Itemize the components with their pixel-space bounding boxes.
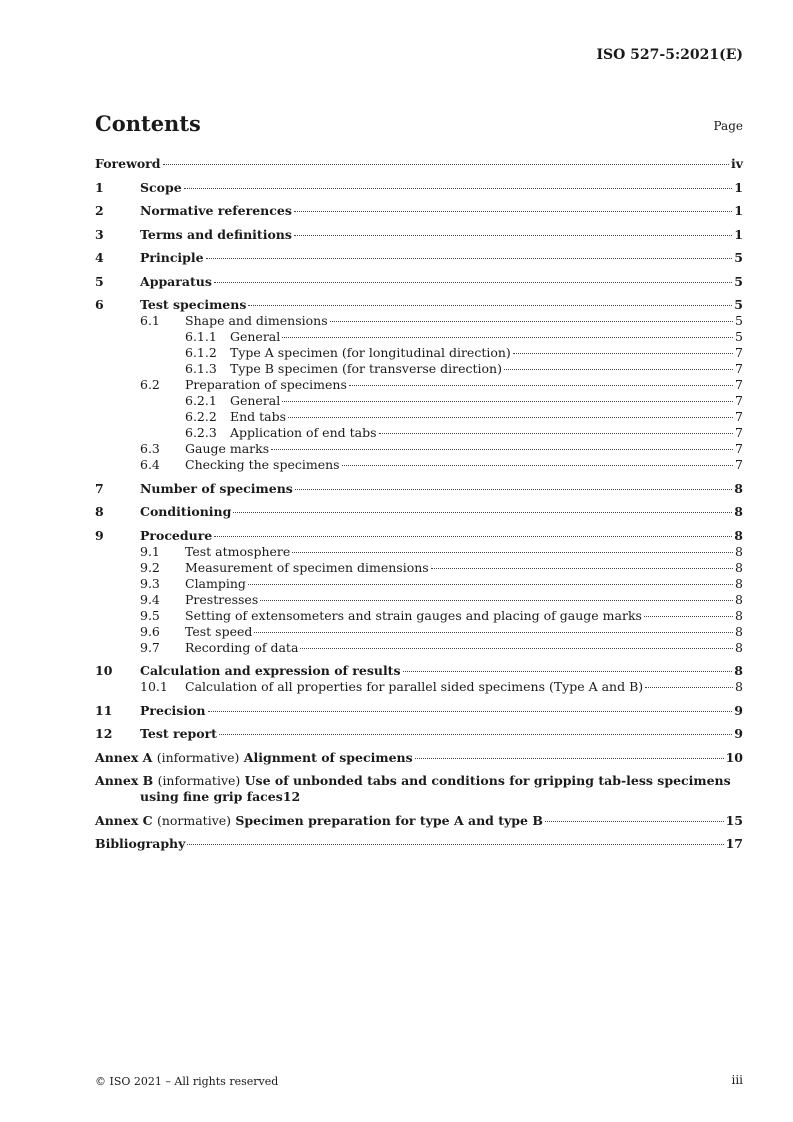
dot-leader [415,758,724,759]
toc-entry-title: End tabs [230,409,287,424]
toc-entry-title: Normative references [140,203,292,218]
annex-title-line [95,773,743,789]
dot-leader [248,584,733,585]
toc-entry-number: 9 [95,527,104,543]
dot-leader [254,632,733,633]
toc-entry-page: 10 [725,749,743,765]
toc-entry-page: 8 [735,623,743,639]
toc-entry-number: 9.7 [140,639,160,655]
toc-entry-number: 6 [95,297,104,312]
toc-entry-page: 12 [282,789,301,804]
toc-entry[interactable] [95,481,743,497]
dot-leader [645,687,733,688]
toc-entry-page: 8 [735,559,743,575]
toc-entry[interactable] [95,528,743,544]
toc-entry-number: 7 [95,480,104,496]
toc-entry-page: 9 [734,702,743,718]
toc-entry-page: 8 [734,527,743,543]
toc-entry[interactable] [95,377,743,393]
dot-leader [282,337,733,338]
toc-entry-title: Type A specimen (for longitudinal direction) [230,345,511,360]
toc-entry-title: Test speed [185,623,253,639]
toc-entry-number: 9.1 [140,543,160,559]
toc-annex-entry[interactable] [95,750,743,766]
toc-entry[interactable] [95,544,743,560]
toc-entry-number: 3 [95,226,104,242]
toc-entry-title: Terms and definitions [140,226,292,242]
page-column-label: Page [713,119,743,133]
toc-entry-title: Principle [140,250,204,265]
dot-leader [294,235,732,236]
toc-entry-page: 1 [734,226,743,242]
toc-entry-page: 7 [735,457,743,472]
toc-entry-page: 7 [735,441,743,456]
annex-label: Annex A [95,749,153,765]
toc-entry-number: 9.5 [140,607,160,623]
toc-entry-title: Application of end tabs [230,425,377,440]
toc-entry-number: 9.2 [140,559,160,575]
toc-entry-number: 1 [95,179,104,195]
toc-entry[interactable] [95,504,743,520]
toc-entry-title: Gauge marks [185,441,270,456]
toc-entry-title: Preparation of specimens [185,377,347,392]
toc-entry-page: 5 [735,313,743,328]
toc-entry-page: 5 [734,250,743,265]
toc-entry-title: Scope [140,179,182,195]
toc-entry[interactable] [95,703,743,719]
toc-entry-page: 17 [725,836,743,851]
dot-leader [431,568,733,569]
toc-entry-number: 8 [95,504,104,519]
annex-heading [95,750,413,765]
toc-entry[interactable] [95,180,743,196]
toc-entry-title: Test specimens [140,297,247,312]
toc-entry-page: 15 [725,812,743,828]
toc-entry-page: 7 [735,393,743,408]
toc-entry-title: Bibliography [95,836,186,851]
toc-entry[interactable] [95,592,743,608]
toc-entry-number: 6.2 [140,377,160,392]
toc-entry[interactable] [95,409,743,425]
toc-entry-number: 6.3 [140,441,160,456]
toc-entry-number: 5 [95,273,104,289]
document-id: ISO 527-5:2021(E) [596,47,743,63]
toc-entry-title: General [230,393,281,408]
dot-leader [206,258,733,259]
toc-entry[interactable] [95,576,743,592]
table-of-contents [95,156,743,852]
toc-entry-page: 8 [735,591,743,607]
dot-leader [214,282,732,283]
dot-leader [260,600,733,601]
dot-leader [349,385,733,386]
dot-leader [163,164,729,165]
toc-entry-page: 8 [734,480,743,496]
toc-entry-number: 6.1.2 [185,345,217,360]
toc-entry-title: Calculation and expression of results [140,663,401,678]
toc-entry[interactable] [95,726,743,742]
toc-entry-page: 8 [735,543,743,559]
toc-entry[interactable] [95,227,743,243]
toc-entry-page: 5 [734,273,743,289]
dot-leader [214,536,732,537]
toc-entry[interactable] [95,361,743,377]
toc-entry[interactable] [95,608,743,624]
toc-entry[interactable] [95,297,743,313]
toc-entry-page: 1 [734,179,743,195]
toc-entry-number: 6.1.1 [185,329,217,344]
toc-entry[interactable] [95,560,743,576]
toc-entry-title: Apparatus [140,273,212,289]
toc-entry-title: Type B specimen (for transverse direction) [230,361,502,376]
annex-kind: (informative) [157,773,241,788]
dot-leader [292,552,733,553]
dot-leader [300,648,733,649]
copyright-notice: © ISO 2021 – All rights reserved [95,1075,279,1088]
toc-entry[interactable] [95,393,743,409]
toc-annex-entry[interactable] [95,813,743,829]
toc-entry-page: 9 [734,726,743,741]
toc-entry[interactable] [95,679,743,695]
toc-entry-title: General [230,329,281,344]
toc-entry[interactable] [95,640,743,656]
toc-entry-page: 7 [735,425,743,440]
toc-entry-number: 6.2.3 [185,425,217,440]
dot-leader [504,369,733,370]
toc-entry[interactable] [95,250,743,266]
dot-leader [208,711,733,712]
dot-leader [294,211,732,212]
toc-entry[interactable] [95,441,743,457]
annex-heading [95,813,543,828]
toc-entry-page: 7 [735,345,743,360]
annex-kind: (informative) [156,749,240,765]
page-title: Contents [95,111,201,136]
toc-entry-number: 6.2.1 [185,393,217,408]
toc-entry-title: Clamping [185,575,246,591]
toc-entry-number: 9.6 [140,623,160,639]
dot-leader [342,465,733,466]
toc-entry[interactable] [95,457,743,473]
toc-entry-number: 10 [95,663,113,678]
toc-entry[interactable] [95,329,743,345]
dot-leader [282,401,733,402]
toc-bibliography-entry[interactable] [95,836,743,852]
toc-entry[interactable] [95,274,743,290]
toc-entry-title: Procedure [140,527,213,543]
toc-entry-number: 6.1 [140,313,160,328]
toc-entry-number: 6.4 [140,457,160,472]
toc-entry-title: Prestresses [185,591,259,607]
dot-leader [295,489,732,490]
toc-entry-title: Test report [140,726,217,741]
dot-leader [248,305,732,306]
annex-kind: (normative) [156,812,232,828]
toc-entry-number: 4 [95,250,104,265]
toc-entry-page: 7 [735,361,743,376]
toc-entry-number: 9.3 [140,575,160,591]
toc-entry-page: 5 [734,297,743,312]
toc-entry-title: Foreword [95,156,161,171]
toc-entry-page: 5 [735,329,743,344]
toc-entry-page: 7 [735,409,743,424]
toc-entry[interactable] [95,345,743,361]
toc-entry-page: 7 [735,377,743,392]
toc-entry[interactable] [95,663,743,679]
toc-entry-title: Checking the specimens [185,457,340,472]
toc-entry-title: Recording of data [185,639,299,655]
dot-leader [288,417,733,418]
dot-leader [184,188,733,189]
dot-leader [545,821,724,822]
dot-leader [403,671,733,672]
toc-entry-number: 10.1 [140,679,168,694]
toc-entry-number: 6.2.2 [185,409,217,424]
toc-entry-page: 8 [735,607,743,623]
toc-entry-page: 8 [735,639,743,655]
toc-entry-page: 8 [734,504,743,519]
toc-entry-page: 8 [734,663,743,678]
toc-entry-page: 8 [735,575,743,591]
dot-leader [187,844,723,845]
toc-entry-number: 11 [95,702,113,718]
toc-entry-title: Calculation of all properties for parallel sided specimens (Type A and B) [185,679,644,694]
toc-entry-number: 6.1.3 [185,361,217,376]
dot-leader [233,512,732,513]
toc-entry-title: Setting of extensometers and strain gauges and placing of gauge marks [185,607,642,623]
dot-leader [330,321,733,322]
annex-title: Specimen preparation for type A and type B [235,812,543,828]
toc-entry-number: 2 [95,203,104,218]
toc-entry-title: Conditioning [140,504,232,519]
toc-annex-entry[interactable] [95,773,743,805]
toc-entry[interactable] [95,313,743,329]
annex-title-continuation [95,789,743,805]
toc-entry-title: Shape and dimensions [185,313,328,328]
toc-entry[interactable] [95,156,743,172]
annex-title: Alignment of specimens [243,749,413,765]
toc-entry-title: Number of specimens [140,480,293,496]
dot-leader [379,433,734,434]
annex-title: Use of unbonded tabs and conditions for gripping tab-less specimens [244,773,731,788]
annex-label: Annex B [95,773,154,788]
toc-entry[interactable] [95,203,743,219]
toc-entry-number: 9.4 [140,591,160,607]
toc-entry-title: Precision [140,702,206,718]
toc-entry-page: iv [730,156,743,171]
toc-entry-title: Measurement of specimen dimensions [185,559,429,575]
toc-entry-title: Test atmosphere [185,543,291,559]
dot-leader [219,734,732,735]
toc-entry-page: 8 [735,679,743,694]
page-number: iii [731,1073,743,1087]
dot-leader [513,353,733,354]
toc-entry[interactable] [95,624,743,640]
annex-label: Annex C [95,812,153,828]
toc-entry-number: 12 [95,726,113,741]
dot-leader [271,449,733,450]
toc-entry-page: 1 [734,203,743,218]
dot-leader [644,616,733,617]
annex-title-cont: using fine grip faces [140,789,283,804]
toc-entry[interactable] [95,425,743,441]
